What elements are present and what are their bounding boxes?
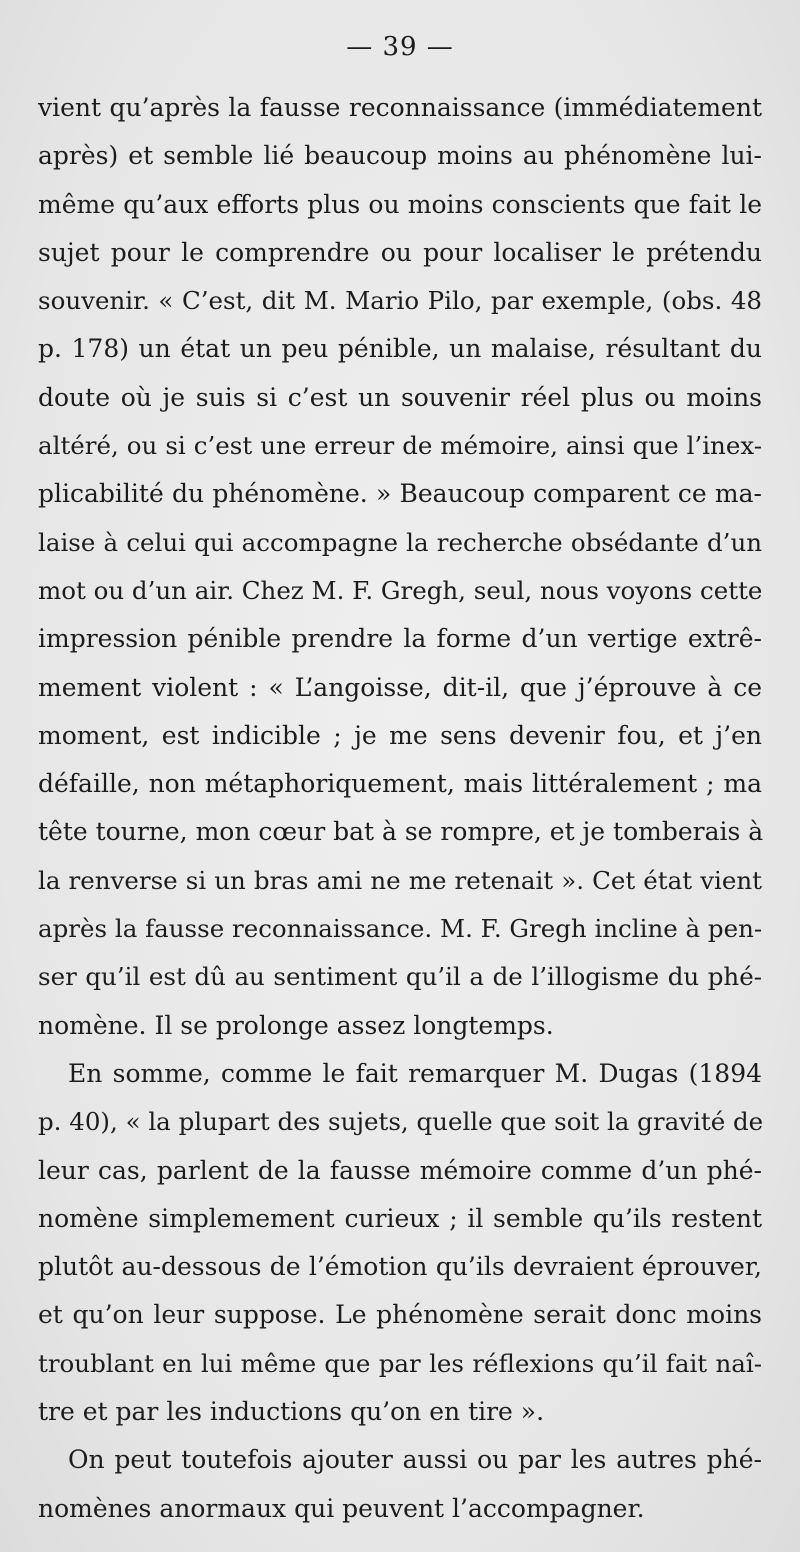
text-line: et qu’on leur suppose. Le phénomène serait donc moins bbox=[38, 1300, 762, 1330]
text-line: sujet pour le comprendre ou pour localiser le prétendu bbox=[38, 237, 762, 267]
text-line: souvenir. « C’est, dit M. Mario Pilo, par exemple, (obs. 48 bbox=[38, 286, 762, 316]
text-line: nomène. Il se prolonge assez longtemps. bbox=[38, 1010, 554, 1040]
text-line: doute où je suis si c’est un souvenir réel plus ou moins bbox=[38, 382, 762, 412]
text-line: après la fausse reconnaissance. M. F. Gregh incline à pen- bbox=[38, 914, 763, 944]
text-line: p. 40), « la plupart des sujets, quelle que soit la gravité de bbox=[38, 1107, 764, 1137]
text-line: impression pénible prendre la forme d’un vertige extrê- bbox=[38, 624, 762, 654]
text-line: troublant en lui même que par les réflexions qu’il fait naî- bbox=[38, 1348, 762, 1378]
text-line: mot ou d’un air. Chez M. F. Gregh, seul, nous voyons cette bbox=[38, 575, 763, 605]
text-line: moment, est indicible ; je me sens devenir fou, et j’en bbox=[38, 720, 762, 750]
text-line: après) et semble lié beaucoup moins au phénomène lui- bbox=[38, 141, 762, 171]
text-line: même qu’aux efforts plus ou moins conscients que fait le bbox=[38, 189, 762, 219]
text-line: laise à celui qui accompagne la recherche obsédante d’un bbox=[38, 527, 762, 557]
text-line: nomène simplemement curieux ; il semble qu’ils restent bbox=[38, 1203, 762, 1233]
text-line: tête tourne, mon cœur bat à se rompre, et je tomberais à bbox=[38, 817, 764, 847]
text-line: On peut toutefois ajouter aussi ou par les autres phé- bbox=[68, 1445, 762, 1475]
text-line: En somme, comme le fait remarquer M. Dugas (1894 bbox=[68, 1058, 762, 1088]
text-line: mement violent : « L’angoisse, dit-il, que j’éprouve à ce bbox=[38, 672, 762, 702]
text-line: défaille, non métaphoriquement, mais littéralement ; ma bbox=[38, 769, 762, 799]
text-line: leur cas, parlent de la fausse mémoire comme d’un phé- bbox=[38, 1155, 762, 1185]
text-line: plutôt au-dessous de l’émotion qu’ils devraient éprouver, bbox=[38, 1252, 762, 1282]
body-text bbox=[38, 84, 762, 1533]
page-number: — 39 — bbox=[346, 32, 454, 62]
text-line: tre et par les inductions qu’on en tire ». bbox=[38, 1397, 545, 1427]
text-line: vient qu’après la fausse reconnaissance (immédiatement bbox=[38, 93, 762, 122]
text-line: altéré, ou si c’est une erreur de mémoire, ainsi que l’inex- bbox=[38, 431, 762, 461]
text-line: plicabilité du phénomène. » Beaucoup comparent ce ma- bbox=[38, 479, 762, 509]
text-line: nomènes anormaux qui peuvent l’accompagner. bbox=[38, 1493, 645, 1523]
text-line: la renverse si un bras ami ne me retenait ». Cet état vient bbox=[38, 865, 762, 895]
text-line: p. 178) un état un peu pénible, un malaise, résultant du bbox=[38, 334, 762, 364]
text-line: ser qu’il est dû au sentiment qu’il a de l’illogisme du phé- bbox=[38, 962, 762, 992]
